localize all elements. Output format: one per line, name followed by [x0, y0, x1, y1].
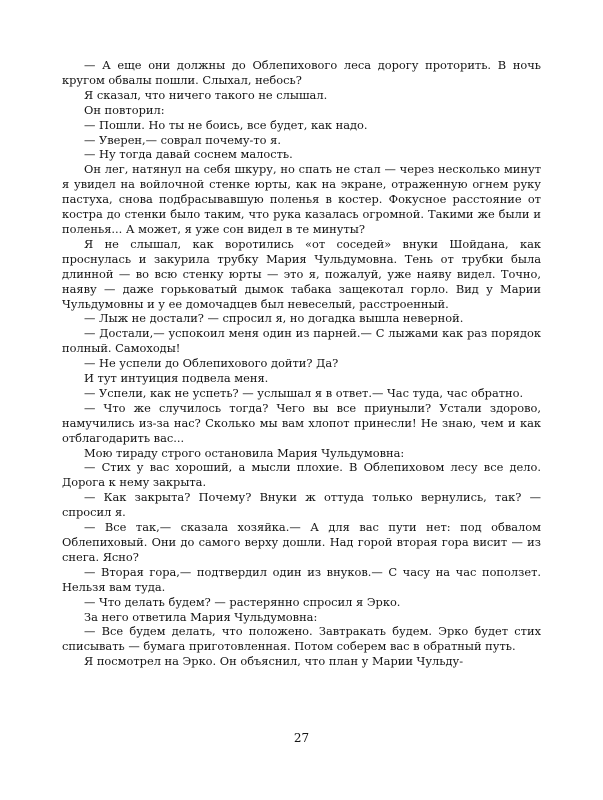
paragraph: — Достали,— успокоил меня один из парней.— С лыжами как раз порядок полный. Самоходы!	[62, 326, 541, 356]
paragraph: Мою тираду строго остановила Мария Чульдумовна:	[84, 445, 405, 460]
paragraph: — А еще они должны до Облепихового леса дорогу проторить. В ночь кругом обвалы пошли. Слыхал, небось?	[62, 58, 541, 87]
paragraph: — Вторая гора,— подтвердил один из внуков.— С часу на час поползет. Нельзя вам туда.	[62, 564, 541, 594]
paragraph: — Лыж не достали? — спросил я, но догадка вышла неверной.	[84, 311, 464, 326]
paragraph: — Как закрыта? Почему? Внуки ж оттуда только вернулись, так? — спросил я.	[62, 490, 541, 520]
body-text	[62, 58, 541, 669]
paragraph: Я посмотрел на Эрко. Он объяснил, что план у Марии Чульду-	[84, 654, 464, 669]
paragraph: — Успели, как не успеть? — услышал я в ответ.— Час туда, час обратно.	[84, 385, 524, 400]
paragraph: — Что же случилось тогда? Чего вы все приуныли? Устали здорово, намучились из-за нас? Сколько мы вам хлопот принесли! Не знаю, чем и как отблагодарить вас...	[62, 400, 541, 445]
page-number: 27	[293, 731, 310, 745]
paragraph: — Ну тогда давай соснем малость.	[84, 147, 293, 162]
paragraph: Он повторил:	[84, 102, 165, 117]
paragraph: Я не слышал, как воротились «от соседей» внуки Шойдана, как проснулась и закурила трубку Мария Чульдумовна. Тень от трубки была длинной — во всю стенку юрты — это я, пожалуй, уже наяву видел. Точно, наяву — даже горьковатый дымок табака защекотал горло. Вид у Марии Чульдумовны и у ее домочадцев был невеселый, расстроенный.	[62, 236, 541, 311]
paragraph: И тут интуиция подвела меня.	[84, 371, 269, 386]
paragraph: — Пошли. Но ты не боись, все будет, как надо.	[84, 117, 368, 132]
paragraph: — Не успели до Облепихового дойти? Да?	[84, 356, 339, 371]
paragraph: — Все так,— сказала хозяйка.— А для вас пути нет: под обвалом Облепиховый. Они до самого верху дошли. Над горой вторая гора висит — из снега. Ясно?	[62, 520, 541, 564]
paragraph: — Стих у вас хороший, а мысли плохие. В Облепиховом лесу все дело. Дорога к нему закрыта.	[62, 460, 541, 490]
paragraph: — Что делать будем? — растерянно спросил я Эрко.	[84, 594, 401, 609]
paragraph: За него ответила Мария Чульдумовна:	[84, 609, 318, 624]
paragraph: Я сказал, что ничего такого не слышал.	[84, 87, 328, 102]
paragraph: Он лег, натянул на себя шкуру, но спать не стал — через несколько минут я увидел на войлочной стенке юрты, как на экране, отраженную огнем руку пастуха, снова подбрасывавшую поленья в костер. Фокусное расстояние от костра до стенки было таким, что рука казалась огромной. Такими же были и поленья... А может, я уже сон видел в те минуты?	[62, 162, 541, 236]
paragraph: — Уверен,— соврал почему-то я.	[84, 132, 281, 147]
paragraph: — Все будем делать, что положено. Завтракать будем. Эрко будет стих списывать — бумага приготовленная. Потом соберем вас в обратный путь.	[62, 624, 541, 654]
